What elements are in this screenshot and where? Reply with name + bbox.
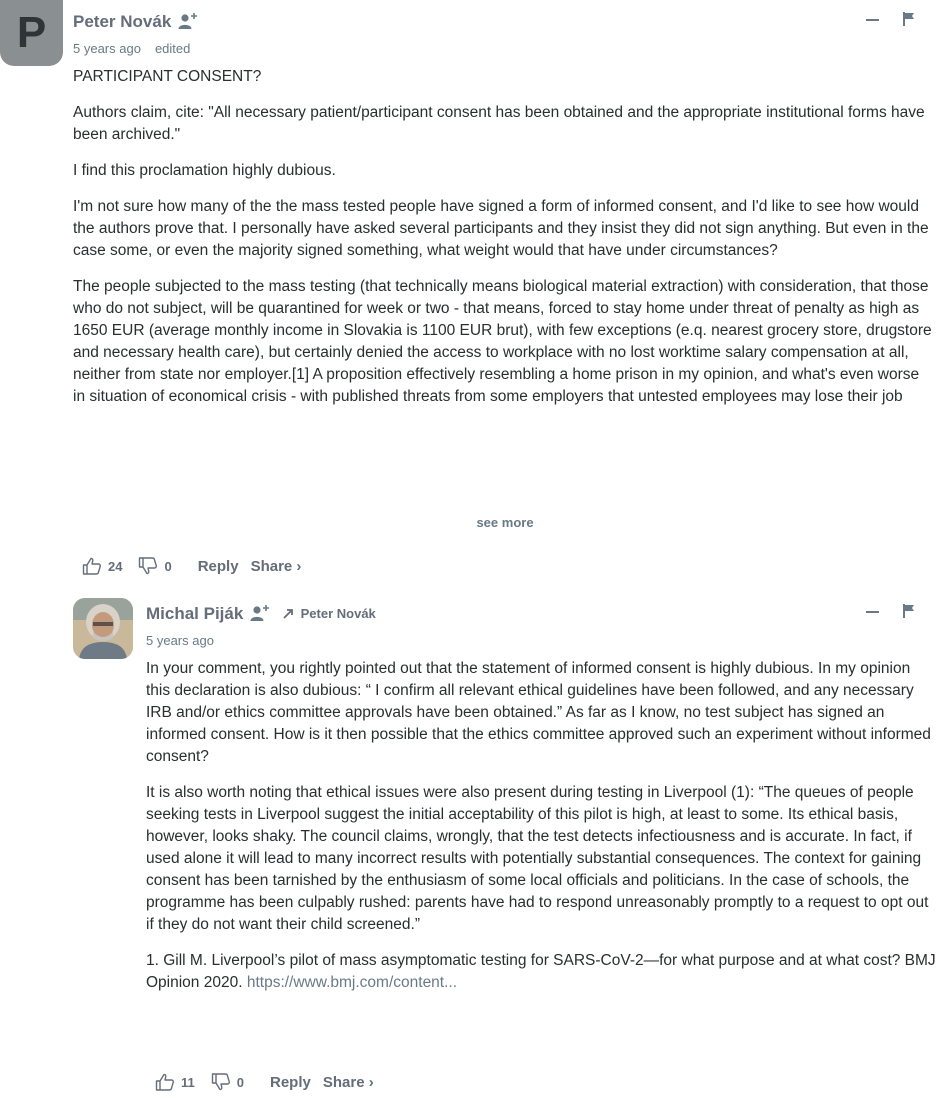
comment-body <box>73 66 935 500</box>
downvote-icon[interactable] <box>211 1073 231 1091</box>
comment-actions <box>82 557 301 575</box>
upvote-count: 24 <box>108 558 123 574</box>
reply-to[interactable] <box>283 606 376 621</box>
edited-label: edited <box>154 41 191 56</box>
reply-button[interactable]: Reply <box>269 1073 311 1091</box>
comment-meta <box>146 633 214 648</box>
reply-button[interactable]: Reply <box>197 557 239 575</box>
flag-icon[interactable] <box>903 12 915 26</box>
comment-paragraph: I find this proclamation highly dubious. <box>73 162 336 179</box>
collapse-icon[interactable] <box>866 611 879 613</box>
flag-icon[interactable] <box>903 604 915 618</box>
upvote-icon[interactable] <box>82 557 102 575</box>
comment-controls <box>866 604 926 620</box>
comment-controls <box>866 12 926 28</box>
reply-to-author[interactable]: Peter Novák <box>300 606 376 621</box>
comment-author[interactable]: Peter Novák <box>73 12 172 31</box>
see-more-link[interactable]: see more <box>476 515 534 530</box>
comment-actions <box>155 1073 374 1091</box>
upvote-count: 11 <box>181 1074 195 1090</box>
share-button[interactable]: Share › <box>322 1073 374 1091</box>
downvote-count: 0 <box>236 1074 244 1090</box>
comment-paragraph: It is also worth noting that ethical issues were also present during testing in Liverpool (1): “The queues of people seeking tests in Liverpool suggest the initial acceptability of this pilot is high, at least to some. Its ethical basis, however, looks shaky. The council claims, wrongly, that the test detects infectiousness and is accurate. In fact, if used alone it will lead to many incorrect results with potentially substantial consequences. The context for gaining consent has been tarnished by the enthusiasm of some local officials and politicians. In the case of schools, the programme has been culpably rushed: parents have had to respond unreasonably promptly to a request to opt out if they do not want their child screened.” <box>146 784 929 933</box>
comment-meta <box>73 41 190 56</box>
upvote-icon[interactable] <box>155 1073 175 1091</box>
comment-paragraph: The people subjected to the mass testing (that technically means biological material extraction) with consideration, that those who do not subject, will be quarantined for week or two - that means, forced to stay home under threat of penalty as high as 1650 EUR (average monthly income in Slovakia is 1100 EUR brut), with few exceptions (e.q. nearest grocery store, drugstore and necessary health care), but certainly denied the access to workplace with no lost worktime salary compensation at all, neither from state nor employer.[1] A proposition effectively resembling a home prison in my opinion, and what's even worse in situation of economical crisis - with published threats from some employers that untested employees may lose their job <box>73 278 932 405</box>
share-button[interactable]: Share › <box>250 557 302 575</box>
collapse-icon[interactable] <box>866 19 879 21</box>
timestamp[interactable]: 5 years ago <box>73 41 141 56</box>
avatar[interactable] <box>73 598 133 659</box>
comment-body <box>146 658 936 1008</box>
reference-text: 1. Gill M. Liverpool’s pilot of mass asymptomatic testing for SARS-CoV-2—for what purpose and at what cost? BMJ Opinion 2020. <box>146 952 936 991</box>
timestamp[interactable]: 5 years ago <box>146 633 214 648</box>
reference-link[interactable]: https://www.bmj.com/content... <box>246 974 458 991</box>
text-fade <box>73 470 935 502</box>
downvote-count: 0 <box>164 558 172 574</box>
comment-paragraph: In your comment, you rightly pointed out that the statement of informed consent is highly dubious. In my opinion this declaration is also dubious: “ I confirm all relevant ethical guidelines have been followed, and any necessary IRB and/or ethics committee approvals have been obtained.” As far as I know, no test subject has signed an informed consent. How is it then possible that the ethics committee approved such an experiment without informed consent? <box>146 660 931 765</box>
reply-arrow-icon <box>283 608 297 619</box>
comment-paragraph: Authors claim, cite: "All necessary patient/participant consent has been obtained and the appropriate institutional forms have been archived." <box>73 104 925 143</box>
downvote-icon[interactable] <box>138 557 158 575</box>
avatar[interactable]: P <box>0 0 63 66</box>
reference <box>146 950 936 994</box>
follow-user-icon[interactable] <box>177 12 199 30</box>
follow-user-icon[interactable] <box>249 604 271 622</box>
comment-paragraph: I'm not sure how many of the the mass tested people have signed a form of informed consent, and I'd like to see how would the authors prove that. I personally have asked several participants and they insist they did not sign anything. But even in the case some, or even the majority signed something, what weight would that have under circumstances? <box>73 198 929 259</box>
comment-paragraph: PARTICIPANT CONSENT? <box>73 68 262 85</box>
comment-author[interactable]: Michal Piják <box>146 604 244 623</box>
